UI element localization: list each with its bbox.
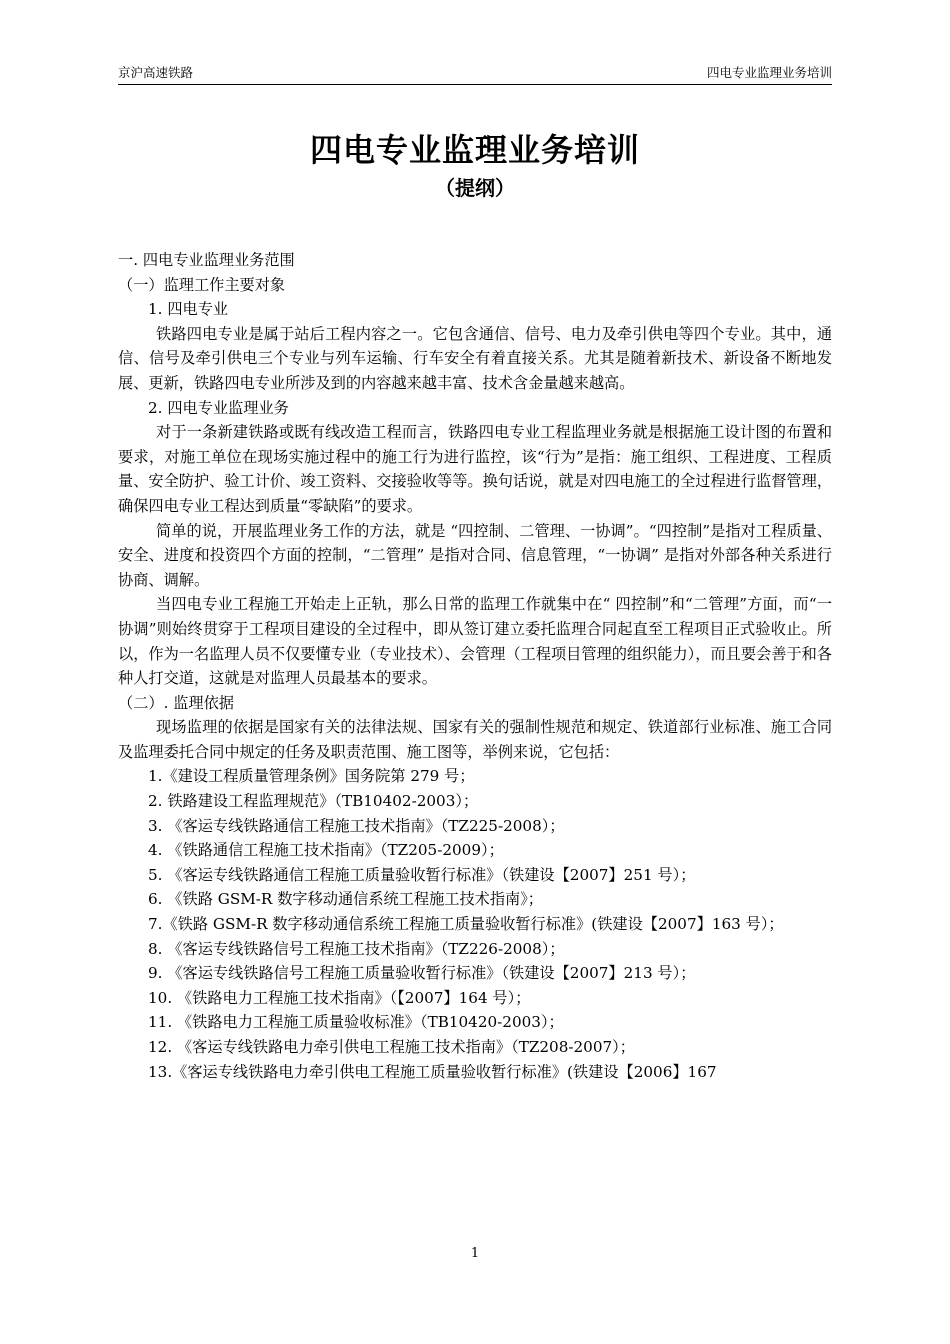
body-paragraph: 当四电专业工程施工开始走上正轨，那么日常的监理工作就集中在“ 四控制”和“二管理”方面，而“一协调”则始终贯穿于工程项目建设的全过程中，即从签订建立委托监理合同起直至工程项目正式验收止。所以，作为一名监理人员不仅要懂专业（专业技术）、会管理（工程项目管理的组织能力），而且要会善于和各种人打交道，这就是对监理人员最基本的要求。 xyxy=(118,595,832,688)
reference-item: 4. 《铁路通信工程施工技术指南》（TZ205-2009）； xyxy=(148,841,504,860)
body-paragraph: 简单的说，开展监理业务工作的方法，就是 “四控制、二管理、一协调”。“四控制”是指对工程质量、安全、进度和投资四个方面的控制，“二管理” 是指对合同、信息管理，“一协调” 是指对外部各种关系进行协商、调解。 xyxy=(118,521,832,589)
header-right-text: 四电专业监理业务培训 xyxy=(706,65,832,80)
reference-item: 9. 《客运专线铁路信号工程施工质量验收暂行标准》（铁建设【2007】213 号）； xyxy=(148,964,696,983)
section-heading: 一. 四电专业监理业务范围 xyxy=(118,251,295,269)
body-paragraph: 铁路四电专业是属于站后工程内容之一。它包含通信、信号、电力及牵引供电等四个专业。其中，通信、信号及牵引供电三个专业与列车运输、行车安全有着直接关系。尤其是随着新技术、新设备不断地发展、更新，铁路四电专业所涉及到的内容越来越丰富、技术含金量越来越高。 xyxy=(118,324,832,392)
subsection-heading: （二）. 监理依据 xyxy=(118,693,234,712)
reference-item: 2. 铁路建设工程监理规范》（TB10402-2003）； xyxy=(148,792,479,811)
reference-item: 1.《建设工程质量管理条例》国务院第 279 号； xyxy=(148,767,475,786)
reference-item: 10. 《铁路电力工程施工技术指南》（【2007】164 号）； xyxy=(148,988,531,1007)
body-paragraph: 现场监理的依据是国家有关的法律法规、国家有关的强制性规范和规定、铁道部行业标准、施工合同及监理委托合同中规定的任务及职责范围、施工图等，举例来说，它包括： xyxy=(118,718,832,761)
document-body xyxy=(118,248,832,1084)
reference-item: 12. 《客运专线铁路电力牵引供电工程施工技术指南》（TZ208-2007）； xyxy=(148,1038,635,1056)
reference-item: 7.《铁路 GSM-R 数字移动通信系统工程施工质量验收暂行标准》(铁建设【2007】163 号）； xyxy=(148,915,784,934)
item-heading: 2. 四电专业监理业务 xyxy=(148,398,289,417)
page-header xyxy=(118,62,832,85)
document-subtitle: （提纲） xyxy=(435,176,515,200)
reference-item: 5. 《客运专线铁路通信工程施工质量验收暂行标准》（铁建设【2007】251 号）； xyxy=(148,865,696,884)
reference-item: 13.《客运专线铁路电力牵引供电工程施工质量验收暂行标准》(铁建设【2006】167 xyxy=(148,1062,717,1081)
header-left-text: 京沪高速铁路 xyxy=(118,65,194,80)
reference-item: 8. 《客运专线铁路信号工程施工技术指南》（TZ226-2008）； xyxy=(148,939,565,958)
document-title: 四电专业监理业务培训 xyxy=(309,131,640,169)
reference-item: 6. 《铁路 GSM-R 数字移动通信系统工程施工技术指南》； xyxy=(148,890,543,909)
body-paragraph: 对于一条新建铁路或既有线改造工程而言，铁路四电专业工程监理业务就是根据施工设计图的布置和要求，对施工单位在现场实施过程中的施工行为进行监控，该“行为”是指：施工组织、工程进度、工程质量、安全防护、验工计价、竣工资料、交接验收等等。换句话说，就是对四电施工的全过程进行监督管理，确保四电专业工程达到质量“零缺陷”的要求。 xyxy=(118,423,832,515)
page-number: 1 xyxy=(470,1246,480,1261)
item-heading: 1. 四电专业 xyxy=(148,300,229,319)
reference-item: 3. 《客运专线铁路通信工程施工技术指南》（TZ225-2008）； xyxy=(148,816,565,835)
reference-item: 11. 《铁路电力工程施工质量验收标准》（TB10420-2003）； xyxy=(148,1013,564,1032)
subsection-heading: （一）监理工作主要对象 xyxy=(118,275,286,294)
